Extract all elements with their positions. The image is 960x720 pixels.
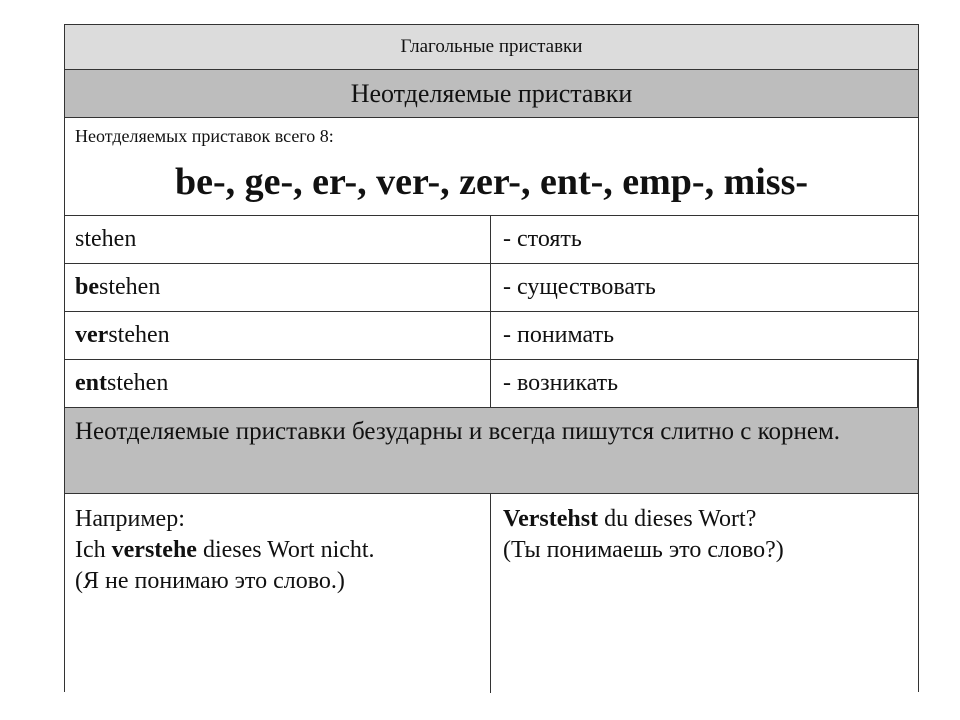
note-row [65, 408, 918, 494]
example-left [75, 504, 485, 598]
prefix-table [64, 24, 919, 692]
word-translation: - возникать [503, 370, 619, 396]
prefix-count-text: Неотделяемых приставок всего 8: [75, 126, 334, 146]
table-row [65, 264, 918, 312]
word-german: be stehen [75, 274, 161, 300]
table-subtitle: Неотделяемые приставки [350, 78, 633, 108]
example-question-translation: (Ты понимаешь это слово?) [503, 537, 784, 564]
example-intro: Например: [75, 506, 185, 532]
word-translation: - понимать [503, 322, 615, 348]
prefix-list: be-, ge-, er-, ver-, zer-, ent-, emp-, miss- [174, 161, 809, 203]
word-translation: - стоять [503, 226, 582, 252]
example-sentence: Ich verstehe dieses Wort nicht. [75, 537, 375, 564]
word-translation: - существовать [503, 274, 656, 300]
example-translation: (Я не понимаю это слово.) [75, 568, 345, 595]
example-right [503, 504, 913, 566]
table-row [65, 216, 918, 264]
word-german: ent stehen [75, 370, 169, 396]
prefix-count-row [65, 118, 918, 216]
table-title: Глагольные приставки [400, 36, 583, 57]
word-german: stehen [75, 226, 137, 252]
table-subtitle-row [65, 70, 918, 118]
note-text: Неотделяемые приставки безударны и всегда пишутся слитно с корнем. [75, 418, 841, 445]
word-german: ver stehen [75, 322, 170, 348]
table-row [65, 360, 918, 408]
example-row [65, 494, 918, 693]
table-row [65, 312, 918, 360]
example-question: Verstehst du dieses Wort? [503, 506, 757, 532]
table-title-row [65, 25, 918, 70]
